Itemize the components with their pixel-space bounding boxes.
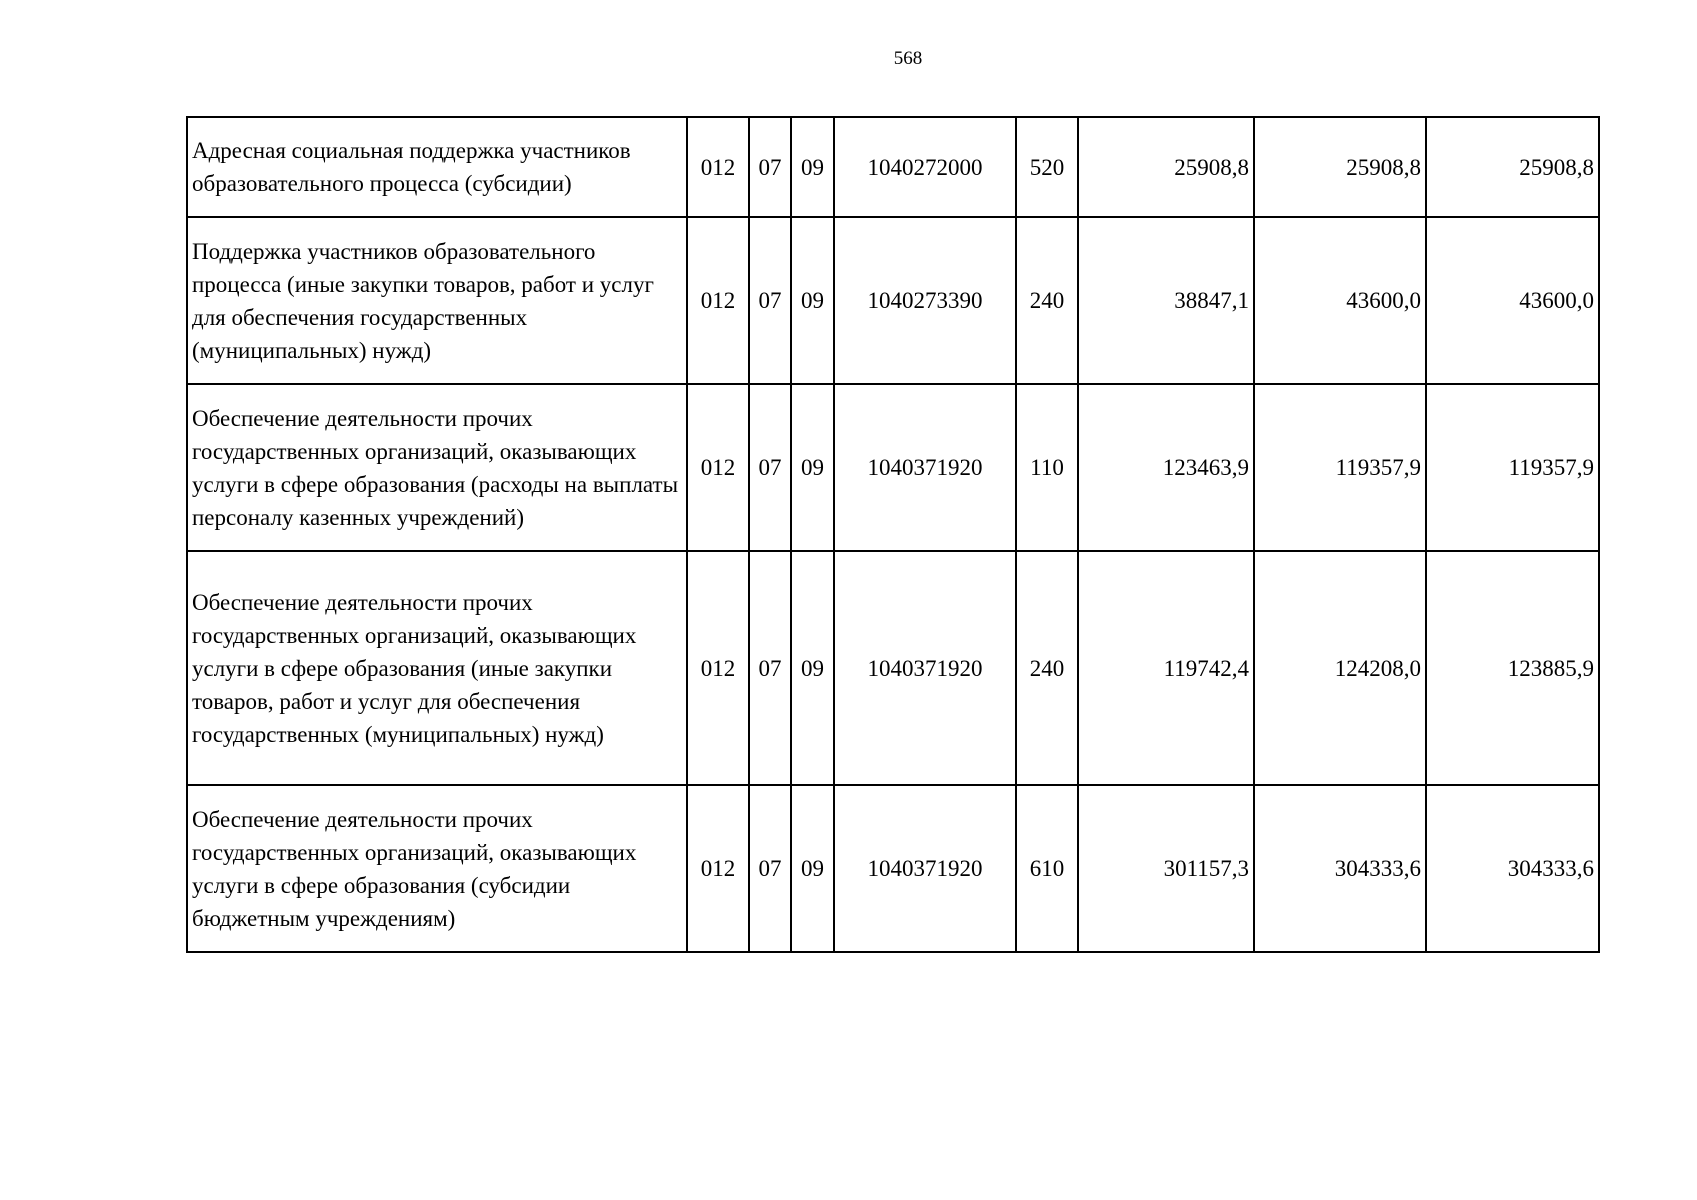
subsection-code: 09 xyxy=(791,117,834,217)
row-description: Обеспечение деятельности прочих государственных организаций, оказывающих услуги в сфере образования (расходы на выплаты персоналу казенных учреждений) xyxy=(187,384,687,551)
target-article-code: 1040371920 xyxy=(834,384,1016,551)
budget-table xyxy=(186,116,1600,953)
expense-type-code: 610 xyxy=(1016,785,1078,952)
amount-year-3: 25908,8 xyxy=(1426,117,1599,217)
ministry-code: 012 xyxy=(687,117,749,217)
ministry-code: 012 xyxy=(687,551,749,785)
row-description: Обеспечение деятельности прочих государственных организаций, оказывающих услуги в сфере образования (субсидии бюджетным учреждениям) xyxy=(187,785,687,952)
ministry-code: 012 xyxy=(687,785,749,952)
amount-year-3: 123885,9 xyxy=(1426,551,1599,785)
section-code: 07 xyxy=(749,551,791,785)
section-code: 07 xyxy=(749,384,791,551)
expense-type-code: 240 xyxy=(1016,217,1078,384)
amount-year-2: 25908,8 xyxy=(1254,117,1426,217)
expense-type-code: 520 xyxy=(1016,117,1078,217)
subsection-code: 09 xyxy=(791,217,834,384)
subsection-code: 09 xyxy=(791,785,834,952)
target-article-code: 1040272000 xyxy=(834,117,1016,217)
ministry-code: 012 xyxy=(687,384,749,551)
amount-year-1: 25908,8 xyxy=(1078,117,1254,217)
row-description: Обеспечение деятельности прочих государственных организаций, оказывающих услуги в сфере образования (иные закупки товаров, работ и услуг для обеспечения государственных (муниципальных) нужд) xyxy=(187,551,687,785)
amount-year-1: 119742,4 xyxy=(1078,551,1254,785)
row-description: Поддержка участников образовательного процесса (иные закупки товаров, работ и услуг для обеспечения государственных (муниципальных) нужд) xyxy=(187,217,687,384)
amount-year-3: 43600,0 xyxy=(1426,217,1599,384)
amount-year-3: 119357,9 xyxy=(1426,384,1599,551)
table-row xyxy=(187,785,1599,952)
row-description: Адресная социальная поддержка участников образовательного процесса (субсидии) xyxy=(187,117,687,217)
amount-year-1: 123463,9 xyxy=(1078,384,1254,551)
amount-year-2: 304333,6 xyxy=(1254,785,1426,952)
target-article-code: 1040371920 xyxy=(834,785,1016,952)
section-code: 07 xyxy=(749,117,791,217)
table-row xyxy=(187,551,1599,785)
table-row xyxy=(187,117,1599,217)
target-article-code: 1040371920 xyxy=(834,551,1016,785)
page-number: 568 xyxy=(893,48,923,69)
amount-year-1: 38847,1 xyxy=(1078,217,1254,384)
amount-year-2: 43600,0 xyxy=(1254,217,1426,384)
expense-type-code: 110 xyxy=(1016,384,1078,551)
target-article-code: 1040273390 xyxy=(834,217,1016,384)
expense-type-code: 240 xyxy=(1016,551,1078,785)
amount-year-1: 301157,3 xyxy=(1078,785,1254,952)
amount-year-2: 124208,0 xyxy=(1254,551,1426,785)
subsection-code: 09 xyxy=(791,384,834,551)
section-code: 07 xyxy=(749,785,791,952)
subsection-code: 09 xyxy=(791,551,834,785)
amount-year-2: 119357,9 xyxy=(1254,384,1426,551)
amount-year-3: 304333,6 xyxy=(1426,785,1599,952)
table-row xyxy=(187,384,1599,551)
ministry-code: 012 xyxy=(687,217,749,384)
section-code: 07 xyxy=(749,217,791,384)
table-row xyxy=(187,217,1599,384)
